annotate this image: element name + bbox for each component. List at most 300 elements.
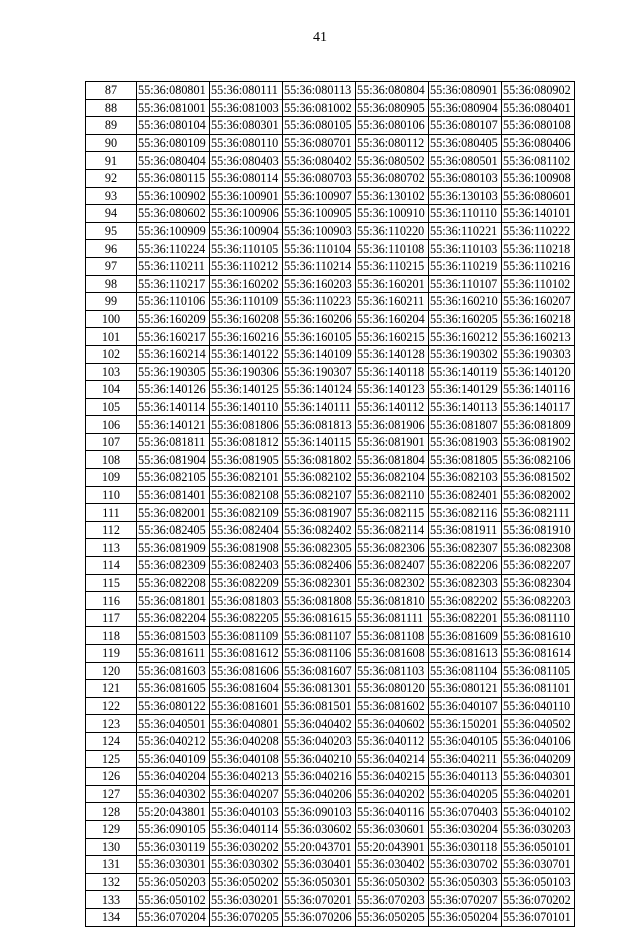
cadastral-code-cell: 55:36:140126 bbox=[137, 381, 210, 399]
cadastral-code-cell: 55:36:040105 bbox=[429, 732, 502, 750]
table-row bbox=[86, 345, 575, 363]
cadastral-code-cell: 55:36:050302 bbox=[356, 873, 429, 891]
table-row bbox=[86, 715, 575, 733]
cadastral-code-cell: 55:36:070205 bbox=[210, 908, 283, 926]
cadastral-code-cell: 55:36:100909 bbox=[137, 222, 210, 240]
table-row bbox=[86, 697, 575, 715]
cadastral-code-cell: 55:36:110218 bbox=[502, 240, 575, 258]
row-number-cell: 134 bbox=[86, 908, 137, 926]
cadastral-code-cell: 55:36:140129 bbox=[429, 381, 502, 399]
cadastral-code-cell: 55:36:040801 bbox=[210, 715, 283, 733]
cadastral-code-cell: 55:36:080113 bbox=[283, 82, 356, 100]
cadastral-code-cell: 55:36:140101 bbox=[502, 205, 575, 223]
row-number-cell: 110 bbox=[86, 486, 137, 504]
table-row bbox=[86, 169, 575, 187]
cadastral-code-cell: 55:36:082404 bbox=[210, 521, 283, 539]
cadastral-code-cell: 55:36:050301 bbox=[283, 873, 356, 891]
cadastral-code-cell: 55:36:081805 bbox=[429, 451, 502, 469]
cadastral-code-cell: 55:36:082309 bbox=[137, 557, 210, 575]
cadastral-code-cell: 55:36:050203 bbox=[137, 873, 210, 891]
cadastral-code-cell: 55:36:081003 bbox=[210, 99, 283, 117]
cadastral-code-cell: 55:36:040402 bbox=[283, 715, 356, 733]
cadastral-code-cell: 55:36:081610 bbox=[502, 627, 575, 645]
row-number-cell: 119 bbox=[86, 645, 137, 663]
cadastral-code-cell: 55:36:190302 bbox=[429, 345, 502, 363]
cadastral-code-cell: 55:36:081810 bbox=[356, 592, 429, 610]
cadastral-code-cell: 55:36:082110 bbox=[356, 486, 429, 504]
cadastral-code-cell: 55:36:050204 bbox=[429, 908, 502, 926]
cadastral-code-cell: 55:36:080104 bbox=[137, 117, 210, 135]
cadastral-code-cell: 55:36:140117 bbox=[502, 398, 575, 416]
cadastral-code-cell: 55:36:040113 bbox=[429, 768, 502, 786]
cadastral-code-cell: 55:36:080905 bbox=[356, 99, 429, 117]
cadastral-code-cell: 55:36:081107 bbox=[283, 627, 356, 645]
cadastral-code-cell: 55:36:140111 bbox=[283, 398, 356, 416]
table-row bbox=[86, 310, 575, 328]
cadastral-code-cell: 55:36:030402 bbox=[356, 856, 429, 874]
cadastral-code-cell: 55:36:110103 bbox=[429, 240, 502, 258]
row-number-cell: 112 bbox=[86, 521, 137, 539]
cadastral-code-cell: 55:36:160208 bbox=[210, 310, 283, 328]
cadastral-code-cell: 55:36:082403 bbox=[210, 557, 283, 575]
cadastral-code-cell: 55:36:160213 bbox=[502, 328, 575, 346]
cadastral-code-cell: 55:36:110224 bbox=[137, 240, 210, 258]
table-row bbox=[86, 592, 575, 610]
table-row bbox=[86, 785, 575, 803]
cadastral-code-cell: 55:36:100905 bbox=[283, 205, 356, 223]
table-row bbox=[86, 504, 575, 522]
table-row bbox=[86, 609, 575, 627]
cadastral-code-cell: 55:36:040216 bbox=[283, 768, 356, 786]
cadastral-code-cell: 55:36:080404 bbox=[137, 152, 210, 170]
cadastral-code-cell: 55:36:040213 bbox=[210, 768, 283, 786]
cadastral-code-cell: 55:36:140114 bbox=[137, 398, 210, 416]
cadastral-code-cell: 55:36:030203 bbox=[502, 820, 575, 838]
cadastral-code-cell: 55:36:160207 bbox=[502, 293, 575, 311]
cadastral-code-cell: 55:36:082111 bbox=[502, 504, 575, 522]
cadastral-code-cell: 55:36:160218 bbox=[502, 310, 575, 328]
cadastral-code-cell: 55:36:080902 bbox=[502, 82, 575, 100]
table-row bbox=[86, 416, 575, 434]
cadastral-code-cell: 55:36:190303 bbox=[502, 345, 575, 363]
cadastral-code-cell: 55:36:081908 bbox=[210, 539, 283, 557]
cadastral-code-cell: 55:36:081105 bbox=[502, 662, 575, 680]
row-number-cell: 104 bbox=[86, 381, 137, 399]
cadastral-code-cell: 55:36:050205 bbox=[356, 908, 429, 926]
cadastral-code-cell: 55:36:160202 bbox=[210, 275, 283, 293]
table-row bbox=[86, 275, 575, 293]
table-row bbox=[86, 205, 575, 223]
table-row bbox=[86, 768, 575, 786]
row-number-cell: 91 bbox=[86, 152, 137, 170]
cadastral-code-cell: 55:36:090103 bbox=[283, 803, 356, 821]
cadastral-code-cell: 55:36:080106 bbox=[356, 117, 429, 135]
cadastral-code-cell: 55:36:040208 bbox=[210, 732, 283, 750]
cadastral-code-cell: 55:36:081102 bbox=[502, 152, 575, 170]
table-row bbox=[86, 574, 575, 592]
cadastral-code-cell: 55:36:160210 bbox=[429, 293, 502, 311]
cadastral-code-cell: 55:36:082302 bbox=[356, 574, 429, 592]
row-number-cell: 115 bbox=[86, 574, 137, 592]
cadastral-code-cell: 55:36:140121 bbox=[137, 416, 210, 434]
cadastral-code-cell: 55:36:081602 bbox=[356, 697, 429, 715]
row-number-cell: 88 bbox=[86, 99, 137, 117]
cadastral-code-cell: 55:36:082106 bbox=[502, 451, 575, 469]
cadastral-code-cell: 55:36:082109 bbox=[210, 504, 283, 522]
cadastral-code-cell: 55:36:082103 bbox=[429, 469, 502, 487]
row-number-cell: 109 bbox=[86, 469, 137, 487]
table-row bbox=[86, 803, 575, 821]
cadastral-code-cell: 55:36:100907 bbox=[283, 187, 356, 205]
row-number-cell: 117 bbox=[86, 609, 137, 627]
row-number-cell: 127 bbox=[86, 785, 137, 803]
row-number-cell: 132 bbox=[86, 873, 137, 891]
cadastral-code-cell: 55:36:110102 bbox=[502, 275, 575, 293]
cadastral-code-cell: 55:36:080115 bbox=[137, 169, 210, 187]
table-row bbox=[86, 891, 575, 909]
cadastral-code-cell: 55:36:080107 bbox=[429, 117, 502, 135]
cadastral-code-cell: 55:36:080702 bbox=[356, 169, 429, 187]
cadastral-code-cell: 55:36:030302 bbox=[210, 856, 283, 874]
cadastral-code-cell: 55:36:081101 bbox=[502, 680, 575, 698]
cadastral-code-cell: 55:36:110223 bbox=[283, 293, 356, 311]
cadastral-code-cell: 55:36:140122 bbox=[210, 345, 283, 363]
cadastral-code-cell: 55:36:081104 bbox=[429, 662, 502, 680]
table-row bbox=[86, 486, 575, 504]
cadastral-code-cell: 55:36:081606 bbox=[210, 662, 283, 680]
cadastral-code-cell: 55:36:080108 bbox=[502, 117, 575, 135]
cadastral-code-cell: 55:36:040103 bbox=[210, 803, 283, 821]
cadastral-code-cell: 55:36:081503 bbox=[137, 627, 210, 645]
cadastral-code-cell: 55:36:080105 bbox=[283, 117, 356, 135]
cadastral-code-cell: 55:36:110222 bbox=[502, 222, 575, 240]
cadastral-code-cell: 55:36:070201 bbox=[283, 891, 356, 909]
cadastral-code-cell: 55:36:040301 bbox=[502, 768, 575, 786]
cadastral-code-cell: 55:36:081909 bbox=[137, 539, 210, 557]
cadastral-code-cell: 55:36:070203 bbox=[356, 891, 429, 909]
cadastral-code-cell: 55:36:030602 bbox=[283, 820, 356, 838]
row-number-cell: 111 bbox=[86, 504, 137, 522]
cadastral-code-cell: 55:36:081502 bbox=[502, 469, 575, 487]
cadastral-code-cell: 55:36:030202 bbox=[210, 838, 283, 856]
row-number-cell: 97 bbox=[86, 257, 137, 275]
cadastral-code-cell: 55:36:140116 bbox=[502, 381, 575, 399]
table-row bbox=[86, 328, 575, 346]
cadastral-code-cell: 55:36:082116 bbox=[429, 504, 502, 522]
row-number-cell: 122 bbox=[86, 697, 137, 715]
cadastral-code-cell: 55:36:160212 bbox=[429, 328, 502, 346]
cadastral-code-cell: 55:36:030702 bbox=[429, 856, 502, 874]
cadastral-code-cell: 55:36:081910 bbox=[502, 521, 575, 539]
table-row bbox=[86, 363, 575, 381]
row-number-cell: 94 bbox=[86, 205, 137, 223]
cadastral-code-cell: 55:36:100904 bbox=[210, 222, 283, 240]
cadastral-code-cell: 55:36:081807 bbox=[429, 416, 502, 434]
cadastral-code-cell: 55:36:080703 bbox=[283, 169, 356, 187]
cadastral-code-cell: 55:36:082301 bbox=[283, 574, 356, 592]
cadastral-code-cell: 55:36:080402 bbox=[283, 152, 356, 170]
cadastral-code-cell: 55:36:080112 bbox=[356, 134, 429, 152]
cadastral-code-cell: 55:36:081808 bbox=[283, 592, 356, 610]
row-number-cell: 101 bbox=[86, 328, 137, 346]
table-row bbox=[86, 381, 575, 399]
table-row bbox=[86, 838, 575, 856]
table-row bbox=[86, 521, 575, 539]
cadastral-code-cell: 55:36:110106 bbox=[137, 293, 210, 311]
cadastral-code-cell: 55:36:082202 bbox=[429, 592, 502, 610]
cadastral-code-cell: 55:36:082115 bbox=[356, 504, 429, 522]
row-number-cell: 116 bbox=[86, 592, 137, 610]
cadastral-code-cell: 55:36:080502 bbox=[356, 152, 429, 170]
cadastral-code-cell: 55:36:140109 bbox=[283, 345, 356, 363]
cadastral-code-cell: 55:36:110217 bbox=[137, 275, 210, 293]
cadastral-code-cell: 55:36:070207 bbox=[429, 891, 502, 909]
cadastral-code-cell: 55:36:081301 bbox=[283, 680, 356, 698]
cadastral-code-cell: 55:36:082104 bbox=[356, 469, 429, 487]
cadastral-code-cell: 55:36:040106 bbox=[502, 732, 575, 750]
row-number-cell: 102 bbox=[86, 345, 137, 363]
cadastral-code-cell: 55:36:040302 bbox=[137, 785, 210, 803]
cadastral-code-cell: 55:36:082209 bbox=[210, 574, 283, 592]
table-row bbox=[86, 662, 575, 680]
cadastral-code-cell: 55:36:140123 bbox=[356, 381, 429, 399]
cadastral-code-cell: 55:36:081613 bbox=[429, 645, 502, 663]
row-number-cell: 103 bbox=[86, 363, 137, 381]
cadastral-code-cell: 55:36:081907 bbox=[283, 504, 356, 522]
cadastral-code-cell: 55:36:082205 bbox=[210, 609, 283, 627]
cadastral-code-cell: 55:36:160201 bbox=[356, 275, 429, 293]
cadastral-code-cell: 55:36:110104 bbox=[283, 240, 356, 258]
cadastral-code-cell: 55:36:070101 bbox=[502, 908, 575, 926]
row-number-cell: 105 bbox=[86, 398, 137, 416]
cadastral-code-cell: 55:36:040204 bbox=[137, 768, 210, 786]
row-number-cell: 133 bbox=[86, 891, 137, 909]
row-number-cell: 130 bbox=[86, 838, 137, 856]
table-row bbox=[86, 645, 575, 663]
cadastral-code-cell: 55:36:040205 bbox=[429, 785, 502, 803]
cadastral-code-cell: 55:36:081103 bbox=[356, 662, 429, 680]
row-number-cell: 98 bbox=[86, 275, 137, 293]
cadastral-code-cell: 55:36:040207 bbox=[210, 785, 283, 803]
cadastral-code-cell: 55:36:082303 bbox=[429, 574, 502, 592]
cadastral-code-cell: 55:36:130103 bbox=[429, 187, 502, 205]
cadastral-code-cell: 55:36:080120 bbox=[356, 680, 429, 698]
cadastral-code-cell: 55:36:050103 bbox=[502, 873, 575, 891]
row-number-cell: 87 bbox=[86, 82, 137, 100]
table-row bbox=[86, 873, 575, 891]
cadastral-code-cell: 55:36:081614 bbox=[502, 645, 575, 663]
cadastral-code-cell: 55:36:040116 bbox=[356, 803, 429, 821]
cadastral-code-cell: 55:36:040602 bbox=[356, 715, 429, 733]
cadastral-code-cell: 55:36:110105 bbox=[210, 240, 283, 258]
cadastral-code-cell: 55:36:030119 bbox=[137, 838, 210, 856]
cadastral-code-cell: 55:36:160216 bbox=[210, 328, 283, 346]
table-row bbox=[86, 293, 575, 311]
cadastral-code-cell: 55:36:030201 bbox=[210, 891, 283, 909]
cadastral-code-cell: 55:36:110110 bbox=[429, 205, 502, 223]
cadastral-code-cell: 55:36:082107 bbox=[283, 486, 356, 504]
cadastral-code-cell: 55:36:030301 bbox=[137, 856, 210, 874]
cadastral-code-cell: 55:36:082304 bbox=[502, 574, 575, 592]
cadastral-code-cell: 55:36:140125 bbox=[210, 381, 283, 399]
cadastral-code-cell: 55:36:040212 bbox=[137, 732, 210, 750]
row-number-cell: 129 bbox=[86, 820, 137, 838]
cadastral-code-cell: 55:36:160205 bbox=[429, 310, 502, 328]
cadastral-code-cell: 55:36:190307 bbox=[283, 363, 356, 381]
cadastral-code-cell: 55:36:082307 bbox=[429, 539, 502, 557]
cadastral-code-cell: 55:36:082305 bbox=[283, 539, 356, 557]
cadastral-code-cell: 55:36:081605 bbox=[137, 680, 210, 698]
cadastral-code-cell: 55:36:110215 bbox=[356, 257, 429, 275]
cadastral-code-cell: 55:36:080301 bbox=[210, 117, 283, 135]
cadastral-code-cell: 55:36:081401 bbox=[137, 486, 210, 504]
table-row bbox=[86, 134, 575, 152]
cadastral-code-cell: 55:36:082306 bbox=[356, 539, 429, 557]
cadastral-code-cell: 55:36:040114 bbox=[210, 820, 283, 838]
table-row bbox=[86, 222, 575, 240]
cadastral-code-cell: 55:36:160214 bbox=[137, 345, 210, 363]
cadastral-code-cell: 55:36:110214 bbox=[283, 257, 356, 275]
cadastral-code-cell: 55:36:081604 bbox=[210, 680, 283, 698]
cadastral-code-cell: 55:36:081609 bbox=[429, 627, 502, 645]
cadastral-code-cell: 55:36:082208 bbox=[137, 574, 210, 592]
row-number-cell: 107 bbox=[86, 433, 137, 451]
table-row bbox=[86, 856, 575, 874]
row-number-cell: 114 bbox=[86, 557, 137, 575]
page-number: 41 bbox=[313, 30, 327, 45]
cadastral-code-cell: 55:36:082108 bbox=[210, 486, 283, 504]
row-number-cell: 108 bbox=[86, 451, 137, 469]
table-row bbox=[86, 99, 575, 117]
cadastral-code-cell: 55:36:140119 bbox=[429, 363, 502, 381]
cadastral-code-cell: 55:36:080406 bbox=[502, 134, 575, 152]
table-row bbox=[86, 732, 575, 750]
cadastral-code-cell: 55:36:110216 bbox=[502, 257, 575, 275]
cadastral-code-cell: 55:36:080405 bbox=[429, 134, 502, 152]
cadastral-code-cell: 55:36:160217 bbox=[137, 328, 210, 346]
cadastral-code-cell: 55:36:140128 bbox=[356, 345, 429, 363]
cadastral-code-cell: 55:36:110107 bbox=[429, 275, 502, 293]
cadastral-code-cell: 55:36:040209 bbox=[502, 750, 575, 768]
cadastral-code-cell: 55:36:080114 bbox=[210, 169, 283, 187]
cadastral-code-cell: 55:36:082203 bbox=[502, 592, 575, 610]
cadastral-code-cell: 55:36:040203 bbox=[283, 732, 356, 750]
table-row bbox=[86, 469, 575, 487]
cadastral-code-cell: 55:36:081615 bbox=[283, 609, 356, 627]
cadastral-code-cell: 55:36:082406 bbox=[283, 557, 356, 575]
cadastral-code-cell: 55:36:082308 bbox=[502, 539, 575, 557]
cadastral-code-cell: 55:36:082204 bbox=[137, 609, 210, 627]
cadastral-code-cell: 55:36:030701 bbox=[502, 856, 575, 874]
cadastral-code-cell: 55:36:030601 bbox=[356, 820, 429, 838]
row-number-cell: 126 bbox=[86, 768, 137, 786]
cadastral-code-cell: 55:36:160211 bbox=[356, 293, 429, 311]
cadastral-code-cell: 55:36:070202 bbox=[502, 891, 575, 909]
cadastral-code-cell: 55:36:082407 bbox=[356, 557, 429, 575]
cadastral-code-cell: 55:20:043801 bbox=[137, 803, 210, 821]
cadastral-code-cell: 55:36:110220 bbox=[356, 222, 429, 240]
row-number-cell: 93 bbox=[86, 187, 137, 205]
cadastral-code-cell: 55:36:160206 bbox=[283, 310, 356, 328]
cadastral-code-cell: 55:20:043701 bbox=[283, 838, 356, 856]
row-number-cell: 128 bbox=[86, 803, 137, 821]
cadastral-code-cell: 55:36:082401 bbox=[429, 486, 502, 504]
cadastral-code-cell: 55:36:082001 bbox=[137, 504, 210, 522]
cadastral-code-cell: 55:36:190306 bbox=[210, 363, 283, 381]
cadastral-code-cell: 55:36:082105 bbox=[137, 469, 210, 487]
cadastral-code-cell: 55:36:081002 bbox=[283, 99, 356, 117]
cadastral-code-cell: 55:36:040214 bbox=[356, 750, 429, 768]
cadastral-code-cell: 55:36:081809 bbox=[502, 416, 575, 434]
cadastral-code-cell: 55:36:081801 bbox=[137, 592, 210, 610]
row-number-cell: 123 bbox=[86, 715, 137, 733]
row-number-cell: 90 bbox=[86, 134, 137, 152]
cadastral-code-cell: 55:36:082405 bbox=[137, 521, 210, 539]
cadastral-code-cell: 55:36:160203 bbox=[283, 275, 356, 293]
cadastral-code-cell: 55:36:080701 bbox=[283, 134, 356, 152]
cadastral-code-cell: 55:36:080111 bbox=[210, 82, 283, 100]
cadastral-code-cell: 55:36:081106 bbox=[283, 645, 356, 663]
table-row bbox=[86, 908, 575, 926]
table-row bbox=[86, 750, 575, 768]
row-number-cell: 124 bbox=[86, 732, 137, 750]
table-row bbox=[86, 82, 575, 100]
cadastral-code-cell: 55:36:081804 bbox=[356, 451, 429, 469]
cadastral-code-cell: 55:36:081603 bbox=[137, 662, 210, 680]
table-row bbox=[86, 557, 575, 575]
cadastral-code-cell: 55:36:160105 bbox=[283, 328, 356, 346]
cadastral-code-cell: 55:36:040107 bbox=[429, 697, 502, 715]
cadastral-code-cell: 55:36:081911 bbox=[429, 521, 502, 539]
cadastral-code-cell: 55:36:082402 bbox=[283, 521, 356, 539]
cadastral-code-cell: 55:36:080601 bbox=[502, 187, 575, 205]
cadastral-code-cell: 55:36:070403 bbox=[429, 803, 502, 821]
table-row bbox=[86, 240, 575, 258]
cadastral-quarters-table bbox=[85, 81, 575, 927]
table-row bbox=[86, 680, 575, 698]
row-number-cell: 89 bbox=[86, 117, 137, 135]
cadastral-code-cell: 55:36:040501 bbox=[137, 715, 210, 733]
cadastral-code-cell: 55:36:080804 bbox=[356, 82, 429, 100]
cadastral-code-cell: 55:36:030204 bbox=[429, 820, 502, 838]
cadastral-code-cell: 55:36:040110 bbox=[502, 697, 575, 715]
cadastral-code-cell: 55:36:040215 bbox=[356, 768, 429, 786]
row-number-cell: 113 bbox=[86, 539, 137, 557]
table-row bbox=[86, 433, 575, 451]
cadastral-code-cell: 55:36:081903 bbox=[429, 433, 502, 451]
cadastral-code-cell: 55:36:040206 bbox=[283, 785, 356, 803]
cadastral-code-cell: 55:36:140115 bbox=[283, 433, 356, 451]
cadastral-code-cell: 55:36:081802 bbox=[283, 451, 356, 469]
cadastral-code-cell: 55:36:100906 bbox=[210, 205, 283, 223]
row-number-cell: 92 bbox=[86, 169, 137, 187]
cadastral-code-cell: 55:36:090105 bbox=[137, 820, 210, 838]
cadastral-code-cell: 55:36:100908 bbox=[502, 169, 575, 187]
cadastral-code-cell: 55:36:082102 bbox=[283, 469, 356, 487]
cadastral-code-cell: 55:36:081812 bbox=[210, 433, 283, 451]
cadastral-code-cell: 55:36:140118 bbox=[356, 363, 429, 381]
cadastral-code-cell: 55:36:082101 bbox=[210, 469, 283, 487]
cadastral-code-cell: 55:20:043901 bbox=[356, 838, 429, 856]
cadastral-code-cell: 55:36:081901 bbox=[356, 433, 429, 451]
row-number-cell: 99 bbox=[86, 293, 137, 311]
cadastral-code-cell: 55:36:081608 bbox=[356, 645, 429, 663]
cadastral-code-cell: 55:36:081607 bbox=[283, 662, 356, 680]
cadastral-code-cell: 55:36:080904 bbox=[429, 99, 502, 117]
cadastral-code-cell: 55:36:040211 bbox=[429, 750, 502, 768]
cadastral-code-cell: 55:36:081813 bbox=[283, 416, 356, 434]
cadastral-code-cell: 55:36:080602 bbox=[137, 205, 210, 223]
